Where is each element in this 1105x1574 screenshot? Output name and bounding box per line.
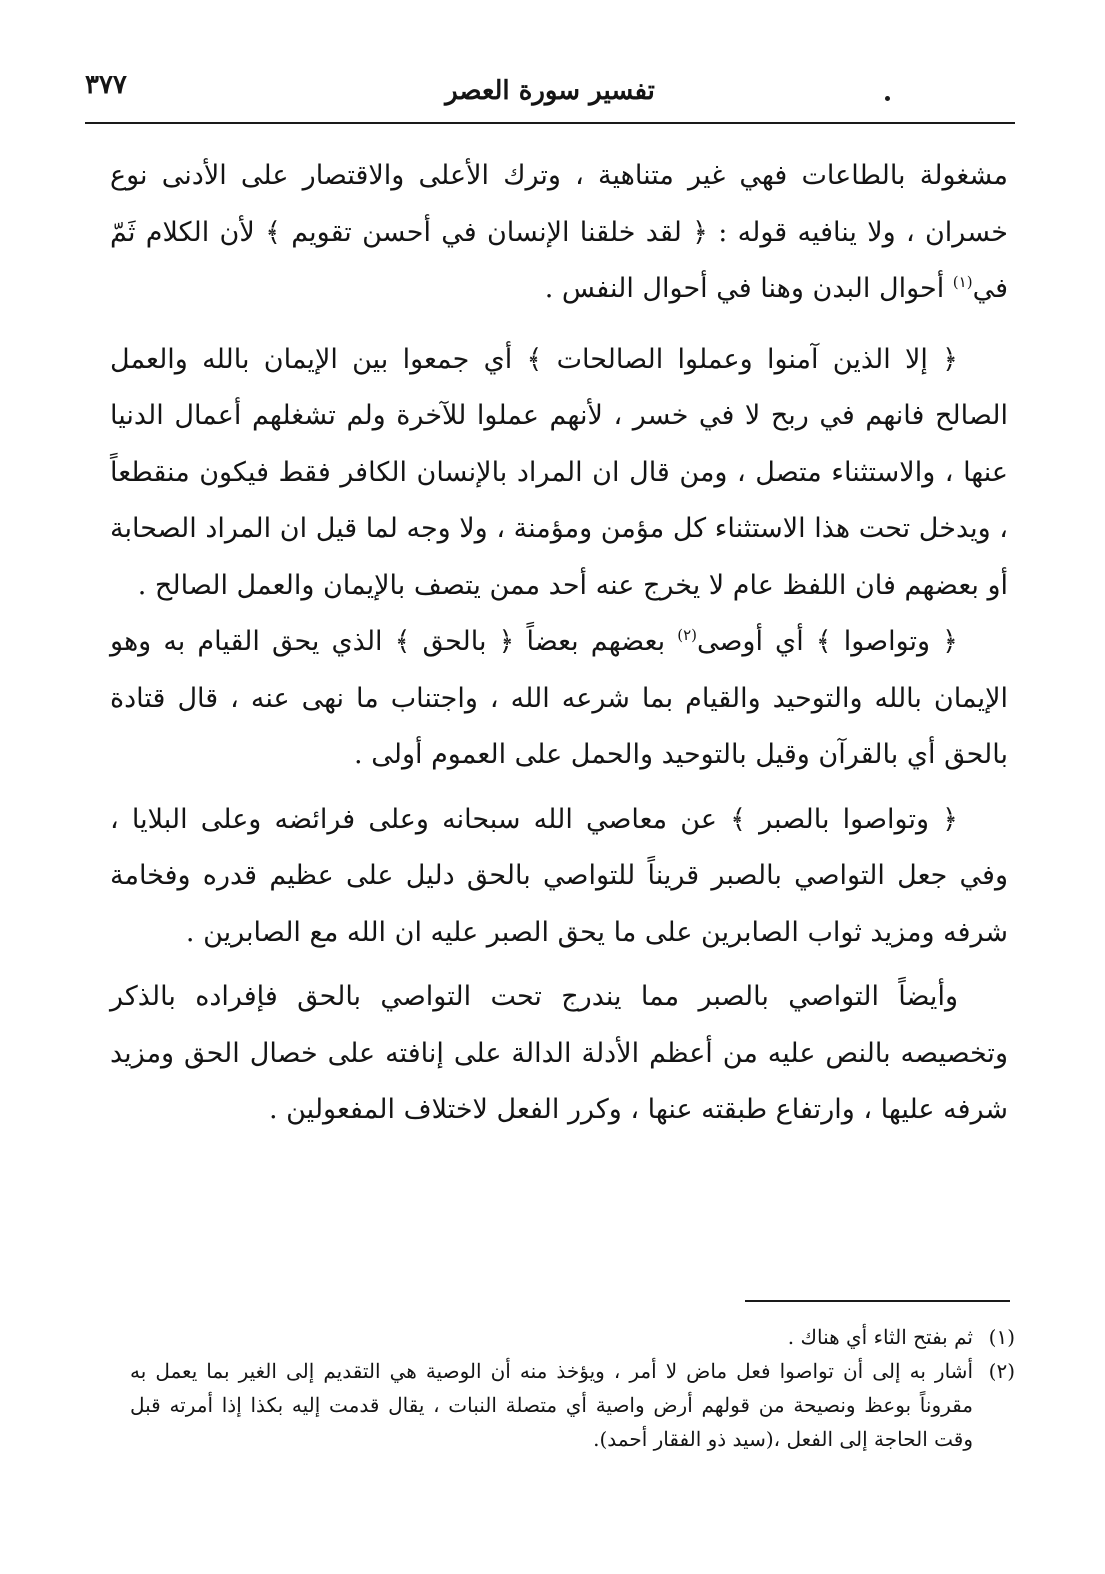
paragraph-4: ﴿ وتواصوا بالصبر ﴾ عن معاصي الله سبحانه وعلى فرائضه وعلى البلايا ، وفي جعل التواصي بالصبر قريناً للتواصي بالحق دليل على عظيم قدره وفخامة شرفه ومزيد ثواب الصابرين على ما يحق الصبر عليه ان الله مع الصابرين . (110, 803, 1008, 948)
paragraph-5: وأيضاً التواصي بالصبر مما يندرج تحت التواصي بالحق فإفراده بالذكر وتخصيصه بالنص عليه من أعظم الأدلة الدالة على إنافته على خصال الحق ومزيد شرفه عليها ، وارتفاع طبقته عنها ، وكرر الفعل لاختلاف المفعولين . (110, 981, 1008, 1125)
footnote-2 (130, 1354, 1015, 1456)
footnote-separator (745, 1300, 1010, 1302)
footnote-2-number: (٢) (988, 1359, 1015, 1383)
page-header (85, 66, 1015, 124)
paragraph-1-text-b: أحوال البدن وهنا في أحوال النفس . (544, 273, 953, 304)
footnote-ref-1: (١) (952, 273, 973, 291)
footnote-1-number: (١) (988, 1325, 1015, 1349)
footnote-ref-2: (٢) (677, 626, 697, 644)
footnote-1 (130, 1320, 1015, 1354)
paragraph-1 (110, 148, 1008, 318)
paragraph-3-text-b: بعضهم بعضاً ﴿ بالحق ﴾ الذي يحق القيام به وهو الإيمان بالله والتوحيد والقيام بما شرعه الله ، واجتناب ما نهى عنه ، قال قتادة بالحق أي بالقرآن وقيل بالتوحيد والحمل على العموم أولى . (110, 626, 1008, 770)
paragraph-gap (110, 318, 1008, 332)
page-number: ٣٧٧ (85, 70, 127, 100)
paragraph-2: ﴿ إلا الذين آمنوا وعملوا الصالحات ﴾ أي جمعوا بين الإيمان بالله والعمل الصالح فانهم في ربح لا في خسر ، لأنهم عملوا للآخرة ولم تشغلهم أعمال الدنيا عنها ، والاستثناء متصل ، ومن قال ان المراد بالإنسان الكافر فقط فيكون منقطعاً ، ويدخل تحت هذا الاستثناء كل مؤمن ومؤمنة ، ولا وجه لما قيل ان المراد الصحابة أو بعضهم فان اللفظ عام لا يخرج عنه أحد ممن يتصف بالإيمان والعمل الصالح . (110, 343, 1008, 601)
paragraph-3-text-a: ﴿ وتواصوا ﴾ أي أوصى (697, 626, 958, 657)
main-text (110, 148, 1008, 1139)
footnotes (130, 1320, 1015, 1456)
footnote-1-text: ثم بفتح الثاء أي هناك . (787, 1325, 973, 1349)
paragraph-gap (110, 961, 1008, 969)
footnote-2-text: أشار به إلى أن تواصوا فعل ماض لا أمر ، ويؤخذ منه أن الوصية هي التقديم إلى الغير بما يعمل به مقروناً بوعظ ونصيحة من قولهم أرض واصية أي متصلة النبات ، يقال قدمت إليه بكذا إذا أمرته قبل وقت الحاجة إلى الفعل ،(سيد ذو الفقار أحمد). (130, 1359, 973, 1451)
paragraph-gap (110, 784, 1008, 792)
running-title: تفسير سورة العصر (445, 76, 655, 106)
header-dot-mark (885, 96, 890, 101)
paragraph-1-text-a: مشغولة بالطاعات فهي غير متناهية ، وترك الأعلى والاقتصار على الأدنى نوع خسران ، ولا ينافيه قوله : ﴿ لقد خلقنا الإنسان في أحسن تقويم ﴾ لأن الكلام ثَمّ في (110, 160, 1008, 304)
paragraph-3 (110, 614, 1008, 784)
